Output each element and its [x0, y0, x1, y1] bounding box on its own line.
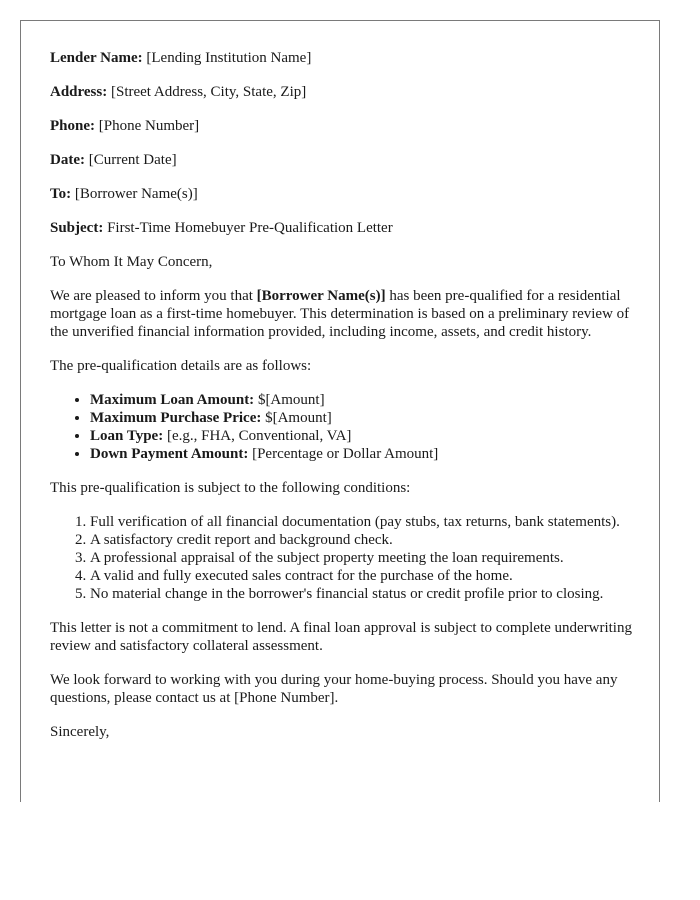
closing-paragraph: We look forward to working with you during your home-buying process. Should you have any questions, please contact us at [Phone Number].	[50, 672, 618, 706]
detail-label: Maximum Purchase Price:	[90, 410, 262, 426]
field-value: [Borrower Name(s)]	[74, 186, 198, 202]
conditions-list	[50, 513, 635, 603]
field-label: Subject:	[50, 220, 104, 236]
field-value: [Current Date]	[88, 152, 177, 168]
letter-page	[20, 20, 660, 802]
list-item	[90, 391, 635, 409]
phone-field	[50, 117, 635, 135]
list-item: 1. Full verification of all financial documentation (pay stubs, tax returns, bank statements).	[90, 513, 635, 531]
field-label: Phone:	[50, 118, 95, 134]
lender-name-field	[50, 49, 635, 67]
intro-text-before: We are pleased to inform you that	[50, 288, 257, 304]
borrower-name: [Borrower Name(s)]	[256, 288, 386, 304]
date-field	[50, 151, 635, 169]
list-item: 4. A valid and fully executed sales contract for the purchase of the home.	[90, 567, 635, 585]
detail-label: Down Payment Amount:	[90, 446, 249, 462]
field-value: [Lending Institution Name]	[146, 50, 312, 66]
address-field	[50, 83, 635, 101]
to-field	[50, 185, 635, 203]
list-item: 2. A satisfactory credit report and background check.	[90, 531, 635, 549]
field-value: [Street Address, City, State, Zip]	[110, 84, 307, 100]
subject-field	[50, 219, 635, 237]
detail-label: Maximum Loan Amount:	[90, 392, 255, 408]
list-item	[90, 409, 635, 427]
list-item: 5. No material change in the borrower's financial status or credit profile prior to closing.	[90, 585, 635, 603]
field-label: Lender Name:	[50, 50, 143, 66]
field-label: Address:	[50, 84, 108, 100]
intro-paragraph	[50, 287, 635, 341]
detail-value: $[Amount]	[257, 392, 325, 408]
list-item	[90, 427, 635, 445]
list-item: 3. A professional appraisal of the subject property meeting the loan requirements.	[90, 549, 635, 567]
intro-text-after: has been pre-qualified for a residential mortgage loan as a first-time homebuyer. This determination is based on a preliminary review of the unverified financial information provided, including income, assets, and credit history.	[50, 288, 630, 340]
details-list	[50, 391, 635, 463]
list-item	[90, 445, 635, 463]
detail-value: [e.g., FHA, Conventional, VA]	[166, 428, 352, 444]
signoff: Sincerely,	[50, 724, 110, 740]
disclaimer-paragraph: This letter is not a commitment to lend. A final loan approval is subject to complete underwriting review and satisfactory collateral assessment.	[50, 620, 632, 654]
salutation: To Whom It May Concern,	[50, 254, 213, 270]
letter-content	[50, 49, 635, 757]
details-intro: The pre-qualification details are as follows:	[50, 358, 312, 374]
field-label: Date:	[50, 152, 85, 168]
detail-label: Loan Type:	[90, 428, 164, 444]
field-label: To:	[50, 186, 72, 202]
conditions-intro: This pre-qualification is subject to the following conditions:	[50, 480, 411, 496]
detail-value: $[Amount]	[265, 410, 332, 426]
detail-value: [Percentage or Dollar Amount]	[252, 446, 439, 462]
field-value: [Phone Number]	[98, 118, 200, 134]
field-value: First-Time Homebuyer Pre-Qualification Letter	[107, 220, 393, 236]
